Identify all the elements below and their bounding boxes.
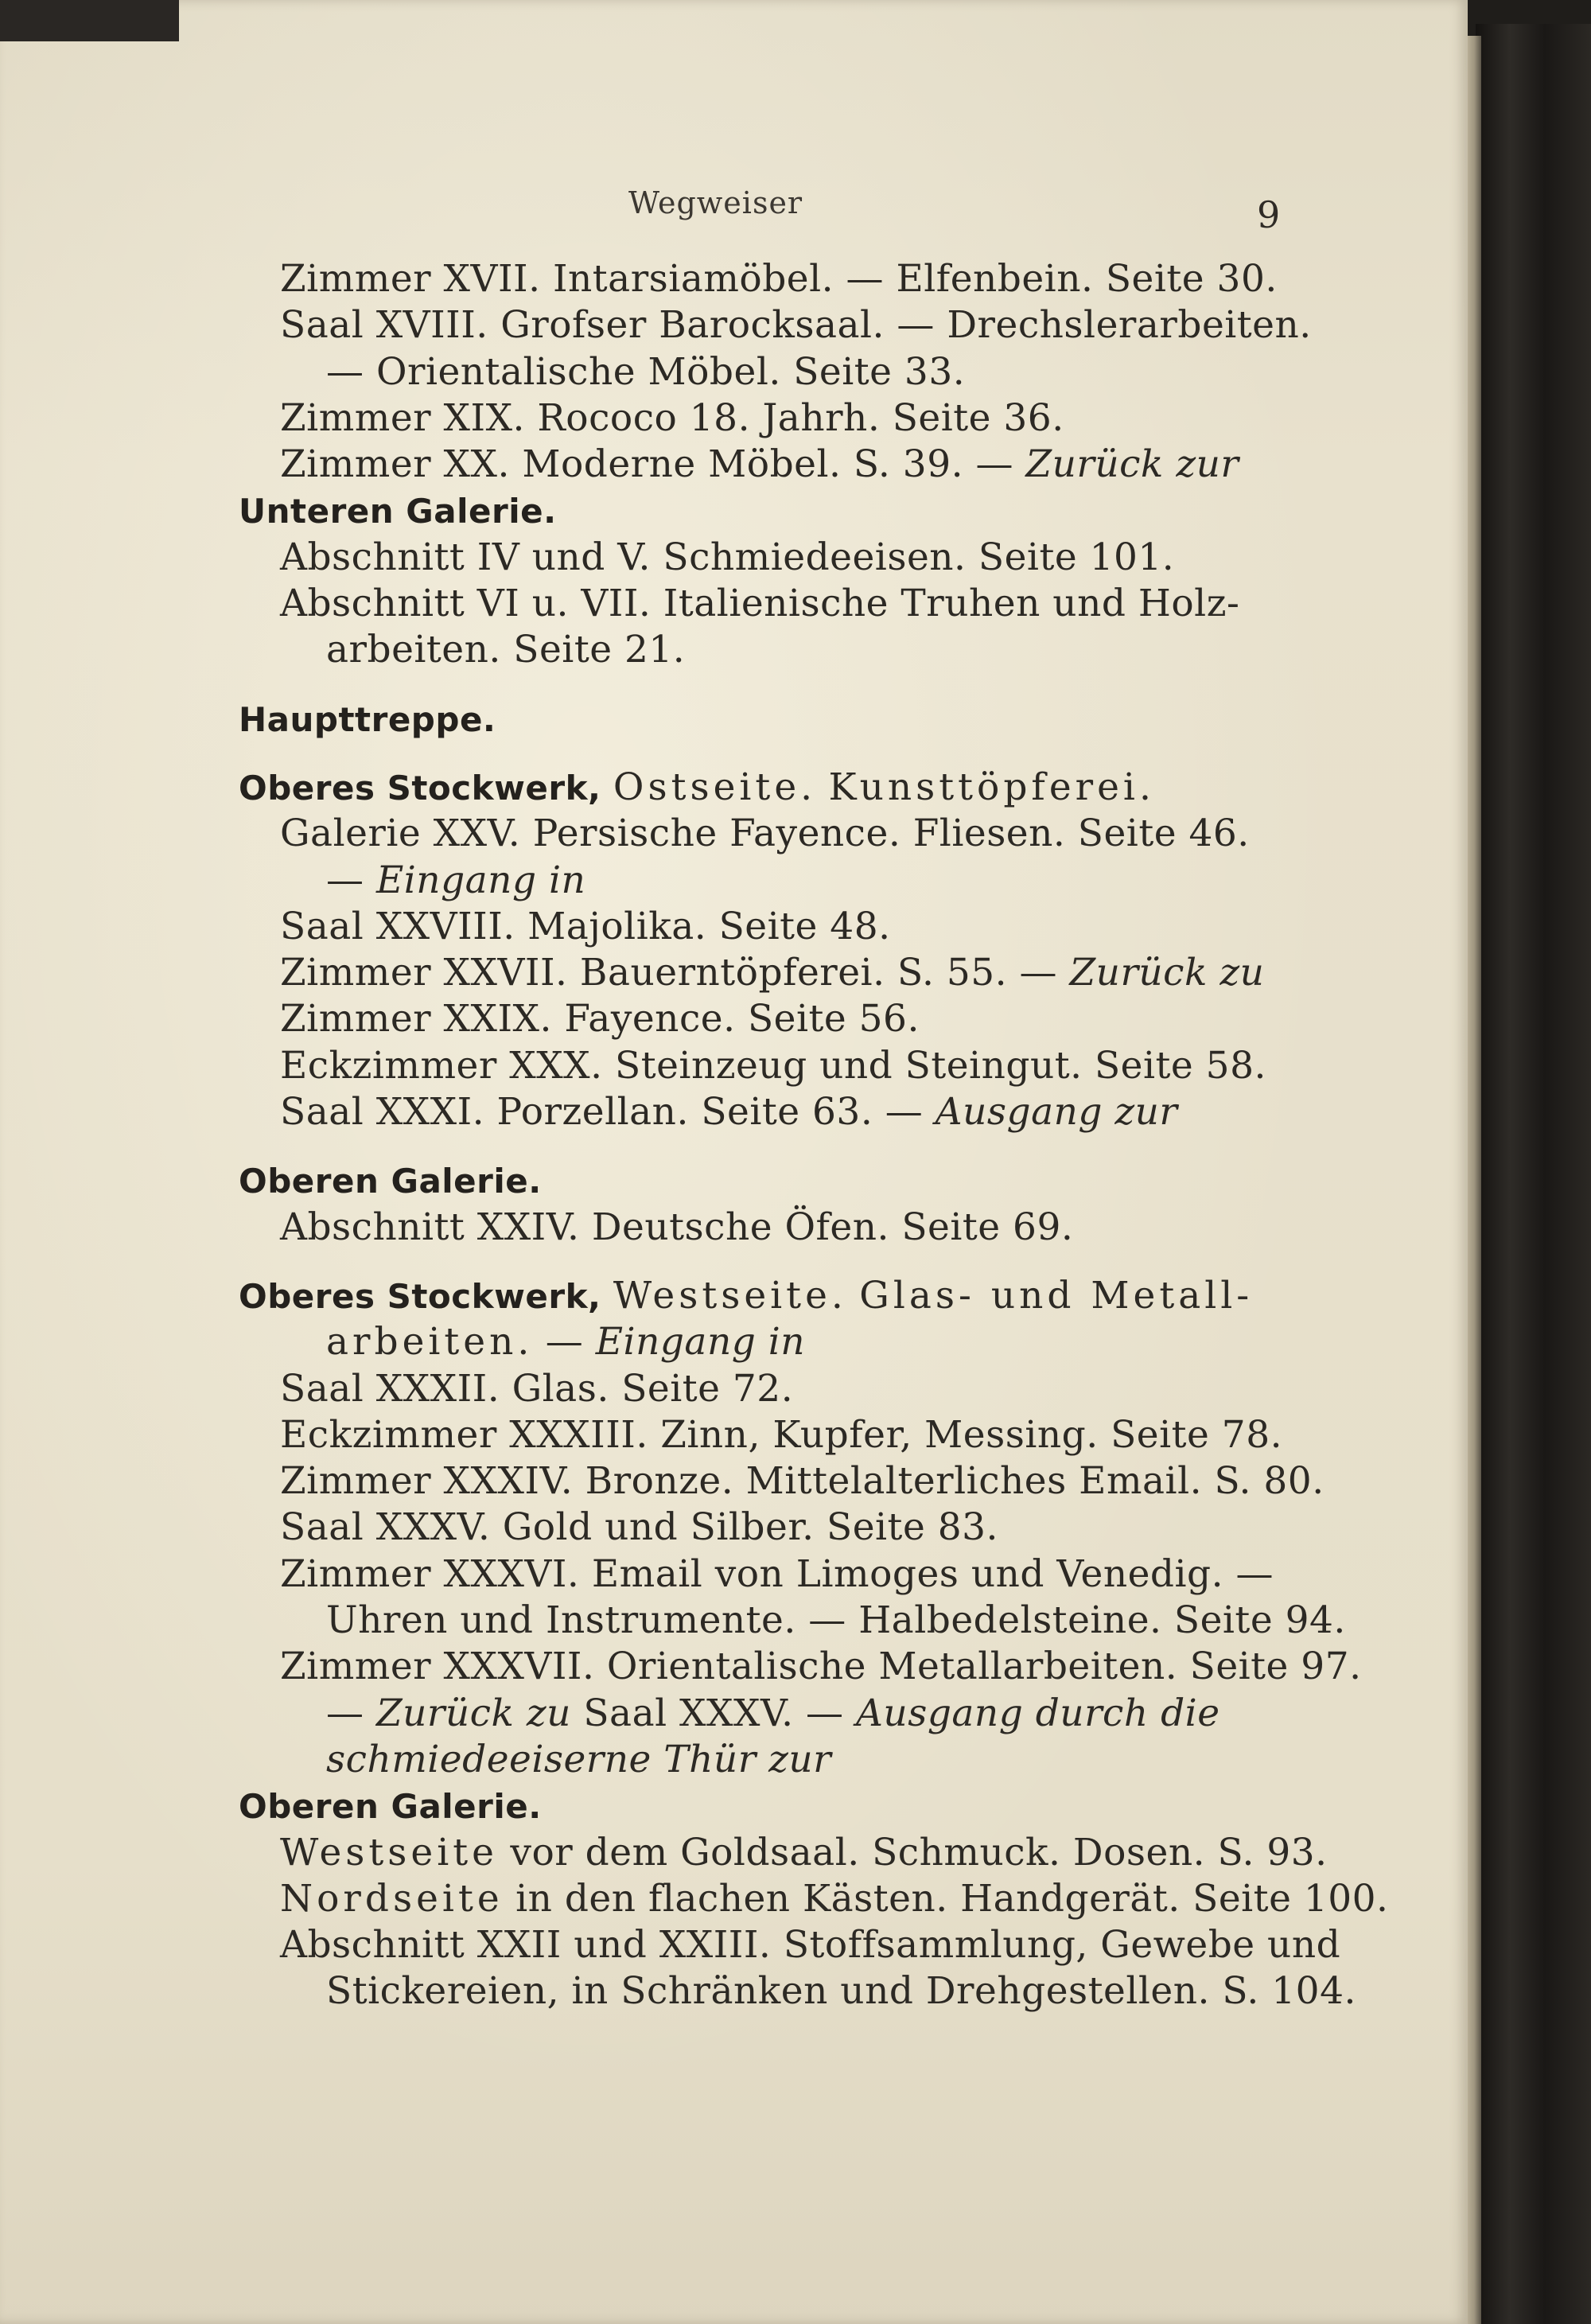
- guide-entry-line: [239, 1922, 1341, 1968]
- section-heading: [239, 696, 1297, 742]
- guide-entry-line: [239, 1458, 1325, 1505]
- section-heading: [239, 1158, 1297, 1204]
- text-segment: schmiedeeiserne Thür zur: [326, 1737, 832, 1781]
- guide-entry-line: [239, 811, 1297, 857]
- text-segment: Westseite: [280, 1830, 498, 1874]
- text-segment: Ausgang durch die: [855, 1691, 1220, 1735]
- text-segment: Zimmer XXXIV. Bronze. Mittelalterliches Email. S. 80.: [280, 1459, 1325, 1504]
- text-segment: Nordseite: [280, 1876, 504, 1921]
- text-segment: Westseite.: [613, 1273, 847, 1318]
- text-segment: Haupttreppe.: [239, 699, 496, 739]
- text-segment: Zurück zu: [375, 1691, 571, 1735]
- guide-entry-line: [239, 858, 1297, 904]
- book-cover-edge: [1476, 24, 1591, 2324]
- text-segment: Eingang in: [375, 858, 586, 902]
- guide-entry-line: [239, 627, 1297, 673]
- text-segment: Eckzimmer XXX. Steinzeug und Steingut. Seite 58.: [280, 1043, 1266, 1088]
- text-segment: Zurück zur: [1025, 442, 1239, 487]
- guide-entry-line: [239, 256, 1297, 302]
- guide-entry-line: [239, 1505, 1297, 1551]
- text-segment: Zimmer XXVII. Bauerntöpferei. S. 55. —: [280, 951, 1070, 995]
- page-header: [0, 179, 1468, 235]
- text-segment: —: [533, 1320, 596, 1364]
- guide-entry-line: [239, 1205, 1297, 1251]
- guide-entry-line: [239, 442, 1297, 488]
- text-segment: Saal XXXV. Gold und Silber. Seite 83.: [280, 1505, 998, 1550]
- guide-entry-line: [239, 535, 1297, 581]
- guide-entry-line: [239, 1412, 1297, 1458]
- text-segment: Galerie XXV. Persische Fayence. Fliesen. Seite 46.: [280, 812, 1250, 856]
- line-gap: [239, 674, 1297, 696]
- text-segment: —: [326, 858, 376, 902]
- text-segment: Saal XXXI. Porzellan. Seite 63. —: [280, 1090, 936, 1135]
- text-segment: Glas- und Metall-: [859, 1273, 1254, 1318]
- text-segment: Uhren und Instrumente. — Halbedelsteine. Seite 94.: [326, 1598, 1346, 1643]
- guide-entry-line: [239, 1830, 1328, 1876]
- text-segment: Saal XVIII. Grofser Barocksaal. — Drechslerarbeiten.: [280, 303, 1312, 348]
- guide-entry-line: [239, 1691, 1297, 1737]
- text-segment: Zimmer XIX. Rococo 18. Jahrh. Seite 36.: [280, 395, 1064, 440]
- text-segment: Unteren Galerie.: [239, 492, 557, 531]
- text-segment: Ausgang zur: [935, 1090, 1178, 1135]
- text-segment: [601, 765, 613, 809]
- guide-entry-line: [239, 1043, 1297, 1089]
- text-segment: [601, 1274, 613, 1318]
- guide-entry-line: [239, 302, 1312, 348]
- section-heading: [239, 1783, 1297, 1829]
- top-left-shadow: [0, 0, 179, 41]
- text-segment: in den flachen Kästen. Handgerät. Seite 100.: [503, 1876, 1389, 1921]
- guide-entry-line: [239, 904, 1297, 950]
- text-segment: Zurück zu: [1069, 951, 1265, 995]
- guide-entry-line: [239, 1598, 1346, 1644]
- text-segment: Saal XXXV. —: [570, 1691, 856, 1735]
- guide-entry-line: [239, 1551, 1297, 1598]
- text-segment: Zimmer XX. Moderne Möbel. S. 39. —: [280, 442, 1026, 487]
- guide-entry-line: [239, 1644, 1362, 1690]
- text-segment: Zimmer XXXVII. Orientalische Metallarbeiten. Seite 97.: [280, 1645, 1362, 1689]
- text-segment: Abschnitt VI u. VII. Italienische Truhen und Holz-: [280, 582, 1240, 626]
- text-segment: arbeiten.: [326, 1320, 534, 1364]
- text-segment: Abschnitt IV und V. Schmiedeeisen. Seite 101.: [280, 535, 1175, 579]
- text-segment: Eckzimmer XXXIII. Zinn, Kupfer, Messing. Seite 78.: [280, 1412, 1283, 1457]
- guide-entry-line: [239, 395, 1297, 442]
- text-segment: Stickereien, in Schränken und Drehgestellen. S. 104.: [326, 1969, 1356, 2014]
- text-segment: Oberen Galerie.: [239, 1162, 542, 1201]
- guide-entry-line: [239, 1737, 1297, 1783]
- text-segment: Zimmer XXXVI. Email von Limoges und Venedig. —: [280, 1551, 1274, 1596]
- guide-entry-line: [239, 1968, 1356, 2015]
- guide-entry-line: [239, 1366, 1297, 1412]
- text-segment: vor dem Goldsaal. Schmuck. Dosen. S. 93.: [497, 1830, 1328, 1874]
- text-segment: Kunsttöpferei.: [828, 765, 1155, 809]
- text-segment: [816, 765, 828, 809]
- line-gap: [239, 1135, 1297, 1158]
- text-segment: Ostseite.: [613, 765, 817, 809]
- text-segment: Eingang in: [595, 1320, 806, 1364]
- text-segment: — Orientalische Möbel. Seite 33.: [326, 349, 966, 394]
- guide-entry-line: [239, 349, 1297, 395]
- text-segment: Zimmer XXIX. Fayence. Seite 56.: [280, 997, 920, 1041]
- section-heading: [239, 765, 1297, 811]
- text-segment: Oberes Stockwerk,: [239, 768, 601, 808]
- section-heading: [239, 1273, 1297, 1319]
- section-heading: [239, 488, 1297, 534]
- guide-text: [239, 256, 1389, 2015]
- text-segment: Saal XXVIII. Majolika. Seite 48.: [280, 904, 891, 948]
- line-gap: [239, 1251, 1297, 1273]
- text-segment: Zimmer XVII. Intarsiamöbel. — Elfenbein. Seite 30.: [280, 257, 1278, 301]
- text-segment: Oberen Galerie.: [239, 1787, 542, 1827]
- text-segment: arbeiten. Seite 21.: [326, 628, 686, 672]
- running-head: Wegweiser: [628, 185, 803, 220]
- text-segment: Oberes Stockwerk,: [239, 1276, 601, 1316]
- guide-entry-line: [239, 1876, 1389, 1922]
- page-number: 9: [1257, 193, 1281, 236]
- guide-entry-line: [239, 1089, 1297, 1135]
- text-segment: Abschnitt XXII und XXIII. Stoffsammlung, Gewebe und: [280, 1923, 1341, 1968]
- guide-entry-line: [239, 581, 1297, 627]
- guide-entry-line: [239, 996, 1297, 1042]
- line-gap: [239, 742, 1297, 765]
- text-segment: [847, 1274, 859, 1318]
- text-segment: —: [326, 1691, 376, 1735]
- guide-entry-line: [239, 950, 1297, 996]
- guide-entry-line: [239, 1319, 1297, 1365]
- text-segment: Abschnitt XXIV. Deutsche Öfen. Seite 69.: [280, 1205, 1074, 1249]
- text-segment: Saal XXXII. Glas. Seite 72.: [280, 1366, 794, 1411]
